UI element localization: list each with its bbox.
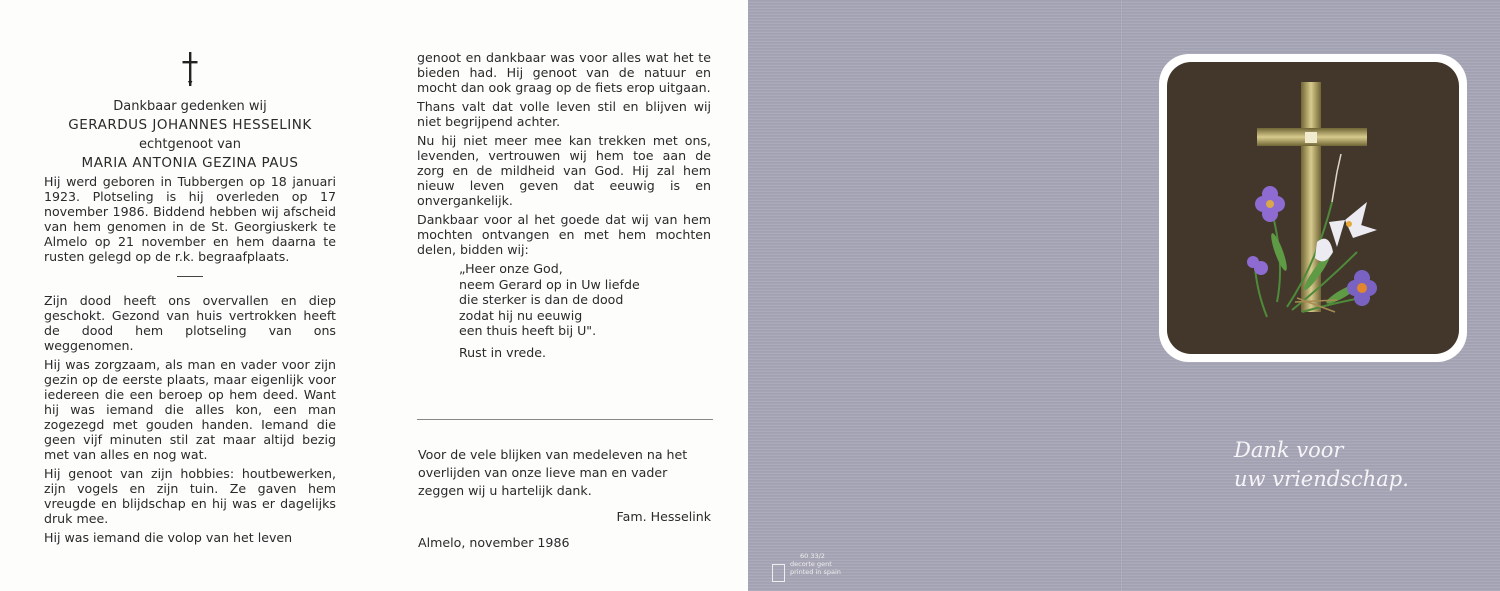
- cross-icon: [180, 50, 200, 90]
- printer-code: 60 33/2: [800, 552, 825, 560]
- prayer: [459, 261, 711, 360]
- prayer-line: een thuis heeft bij U".: [459, 323, 597, 338]
- signature: Fam. Hesselink: [616, 509, 711, 524]
- intro-line: Dankbaar gedenken wij: [113, 99, 267, 114]
- horizontal-rule: [417, 419, 713, 420]
- thanks-block: [418, 446, 711, 552]
- picture-frame: [1159, 54, 1467, 362]
- prayer-line: zodat hij nu eeuwig: [459, 307, 583, 323]
- paragraph: Dankbaar voor al het goede dat wij van hem mochten ontvangen en met hem mochten delen, bidden wij:: [417, 212, 711, 257]
- divider: [177, 276, 203, 277]
- left-column: [44, 50, 336, 549]
- biography: Hij werd geboren in Tubbergen op 18 januari 1923. Plotseling is hij overleden op 17 november 1986. Biddend hebben wij afscheid van hem genomen in de St. Georgiuskerk te Almelo op 21 november en hem daarna te rusten gelegd op de r.k. begraafplaats.: [44, 174, 336, 264]
- prayer-line: „Heer onze God,: [459, 261, 563, 276]
- thanks-text: Voor de vele blijken van medeleven na het overlijden van onze lieve man en vader zeggen wij u hartelijk dank.: [418, 447, 688, 498]
- paragraph: Thans valt dat volle leven stil en blijven wij niet begrijpend achter.: [417, 99, 711, 129]
- prayer-line: die sterker is dan de dood: [459, 292, 624, 307]
- deceased-name: GERARDUS JOHANNES HESSELINK: [68, 117, 312, 133]
- paragraph: Zijn dood heeft ons overvallen en diep geschokt. Gezond van huis vertrokken heeft de dood hem plotseling van ons weggenomen.: [44, 293, 336, 353]
- cover-line-1: Dank voor: [1234, 438, 1344, 462]
- card-cover: [748, 0, 1500, 591]
- paragraph: Hij was zorgzaam, als man en vader voor zijn gezin op de eerste plaats, maar eigenlijk voor iedereen die een beroep op hem deed. Want hij was iemand die alles kon, een man zogezegd met gouden handen. Iemand die geen vijf minuten stil zat maar altijd bezig met van alles en nog wat.: [44, 357, 336, 462]
- paragraph: genoot en dankbaar was voor alles wat het te bieden had. Hij genoot van de natuur en mocht dan ook graag op de fiets erop uitgaan.: [417, 50, 711, 95]
- paragraph: Nu hij niet meer mee kan trekken met ons, levenden, vertrouwen wij hem toe aan de zorg en de mildheid van God. Hij zal hem nieuw leven geven dat eeuwig is en onvergankelijk.: [417, 133, 711, 208]
- right-column: [417, 50, 711, 366]
- cover-title: [1234, 436, 1409, 494]
- printer-mark: [772, 552, 841, 576]
- prayer-line: neem Gerard op in Uw liefde: [459, 276, 640, 292]
- paragraph: Hij genoot van zijn hobbies: houtbewerken, zijn vogels en zijn tuin. Ze gaven hem vreugde en blijdschap en hij was er dagelijks druk mee.: [44, 466, 336, 526]
- printer-name: decorte gent: [790, 560, 832, 568]
- closing-line: Rust in vrede.: [459, 344, 546, 360]
- cross-flowers-illustration: [1167, 62, 1459, 354]
- spouse-name: MARIA ANTONIA GEZINA PAUS: [81, 155, 299, 171]
- fold-line: [1120, 0, 1123, 591]
- paragraph: Hij was iemand die volop van het leven: [44, 530, 293, 545]
- printer-origin: printed in spain: [790, 568, 841, 576]
- place-date: Almelo, november 1986: [418, 535, 570, 550]
- cross-with-flowers-icon: [1167, 62, 1459, 354]
- card-inside: [0, 0, 748, 591]
- cover-line-2: uw vriendschap.: [1234, 467, 1409, 491]
- spouse-label: echtgenoot van: [138, 137, 241, 152]
- printer-logo-icon: [772, 564, 785, 582]
